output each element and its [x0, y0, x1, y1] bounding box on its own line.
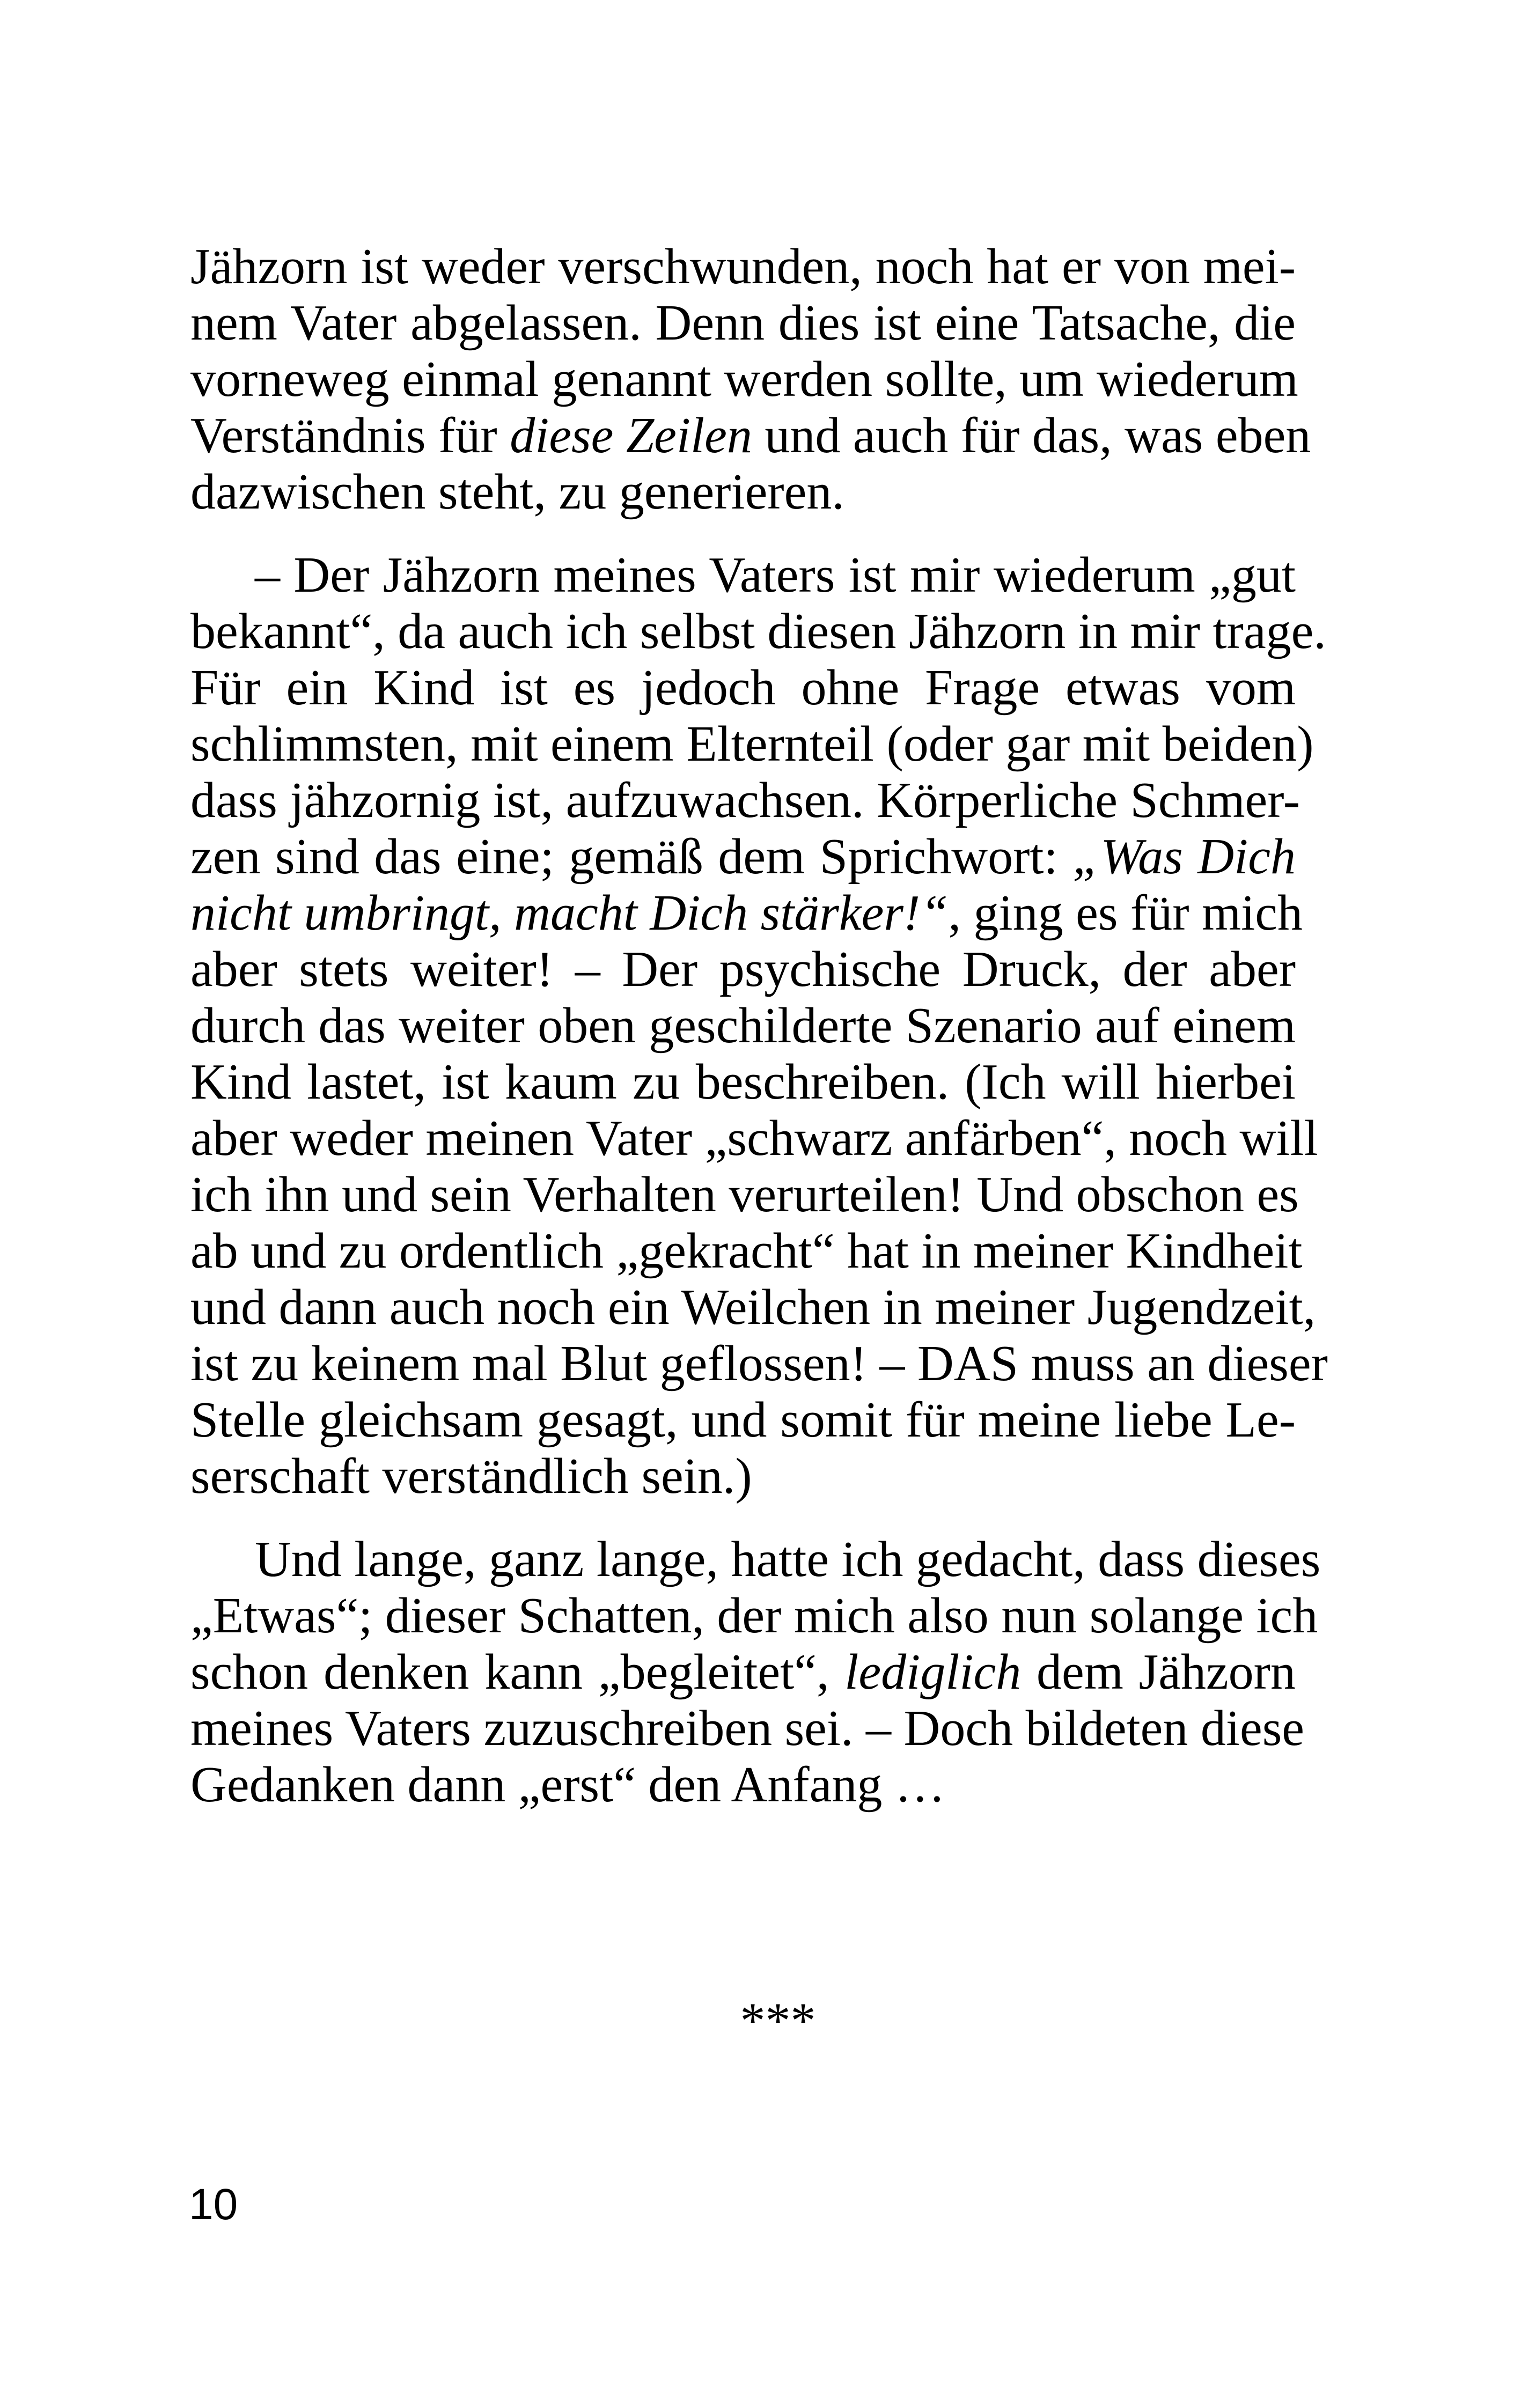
- text-line: [190, 464, 1296, 520]
- italic-run: diese Zeilen: [510, 408, 752, 463]
- text-run: Jähzorn ist weder verschwunden, noch hat er von mei-: [190, 239, 1296, 294]
- text-run: meines Vaters zuzuschreiben sei. – Doch bildeten diese: [190, 1700, 1305, 1756]
- text-run: ich ihn und sein Verhalten verurteilen! Und obschon es: [190, 1167, 1299, 1223]
- text-run: nem Vater abgelassen. Denn dies ist eine Tatsache, die: [190, 295, 1296, 351]
- text-run: dem Jähzorn: [1021, 1644, 1296, 1700]
- text-run: Stelle gleichsam gesagt, und somit für meine liebe Le-: [190, 1392, 1296, 1448]
- text-run: , ging es für mich: [948, 885, 1303, 941]
- text-line: [190, 1700, 1305, 1757]
- text-run: dazwischen steht, zu generieren.: [190, 464, 844, 520]
- text-line: [190, 941, 1296, 998]
- paragraph-1: [190, 239, 1311, 520]
- page-number: 10: [189, 2180, 238, 2229]
- text-run: und dann auch noch ein Weilchen in meiner Jugendzeit,: [190, 1279, 1316, 1335]
- paragraph-3: [190, 1531, 1321, 1813]
- text-line: [190, 772, 1300, 829]
- text-run: ab und zu ordentlich „gekracht“ hat in meiner Kindheit: [190, 1223, 1303, 1279]
- text-line: [190, 1448, 1296, 1505]
- text-line: [190, 1757, 1296, 1813]
- text-run: serschaft verständlich sein.): [190, 1448, 752, 1504]
- text-run: aber weder meinen Vater „schwarz anfärben“, noch will: [190, 1110, 1318, 1166]
- text-run: dass jähzornig ist, aufzuwachsen. Körperliche Schmer-: [190, 772, 1300, 828]
- scene-break: ***: [740, 1993, 816, 2049]
- text-run: schlimmsten, mit einem Elternteil (oder gar mit beiden): [190, 716, 1314, 772]
- text-run: schon denken kann „begleitet“,: [190, 1644, 845, 1700]
- text-line: [190, 1223, 1303, 1279]
- text-line: [190, 1531, 1321, 1588]
- text-run: zen sind das eine; gemäß dem Sprichwort:: [190, 829, 1073, 885]
- text-line: [190, 1392, 1296, 1448]
- text-run: ist zu keinem mal Blut geflossen! – DAS muss an dieser: [190, 1336, 1328, 1391]
- text-line: [190, 547, 1296, 603]
- text-line: [190, 1644, 1296, 1700]
- text-line: [190, 998, 1296, 1054]
- text-line: [190, 660, 1296, 716]
- text-run: Kind lastet, ist kaum zu beschreiben. (Ich will hierbei: [190, 1054, 1296, 1110]
- text-line: [190, 408, 1311, 464]
- body-text: [190, 239, 1328, 1813]
- text-run: Für ein Kind ist es jedoch ohne Frage etwas vom: [190, 660, 1296, 716]
- text-line: [190, 716, 1314, 772]
- text-line: [190, 603, 1326, 660]
- text-run: „Etwas“; dieser Schatten, der mich also nun solange ich: [190, 1588, 1318, 1644]
- text-line: [190, 1054, 1296, 1110]
- text-line: [190, 239, 1296, 295]
- text-line: [190, 1279, 1316, 1336]
- text-line: [190, 829, 1296, 885]
- text-line: [190, 1167, 1299, 1223]
- text-line: [190, 1336, 1328, 1392]
- text-run: Gedanken dann „erst“ den Anfang …: [190, 1757, 945, 1813]
- text-line: [190, 295, 1296, 351]
- italic-run: nicht umbringt, macht Dich stärker!“: [190, 885, 949, 941]
- text-line: [190, 885, 1303, 941]
- text-run: Verständnis für: [190, 408, 510, 463]
- italic-run: „Was Dich: [1072, 829, 1296, 885]
- text-run: vorneweg einmal genannt werden sollte, um wiederum: [190, 351, 1298, 407]
- text-run: durch das weiter oben geschilderte Szenario auf einem: [190, 998, 1296, 1054]
- text-run: Und lange, ganz lange, hatte ich gedacht, dass dieses: [255, 1531, 1321, 1587]
- italic-run: lediglich: [844, 1644, 1022, 1700]
- text-line: [190, 1110, 1318, 1167]
- paragraph-2: [190, 547, 1328, 1505]
- text-run: – Der Jähzorn meines Vaters ist mir wiederum „gut: [255, 547, 1296, 603]
- text-line: [190, 1588, 1318, 1644]
- text-run: aber stets weiter! – Der psychische Druck, der aber: [190, 941, 1296, 997]
- text-run: bekannt“, da auch ich selbst diesen Jähzorn in mir trage.: [190, 603, 1326, 659]
- text-line: [190, 351, 1296, 408]
- text-run: und auch für das, was eben: [752, 408, 1311, 463]
